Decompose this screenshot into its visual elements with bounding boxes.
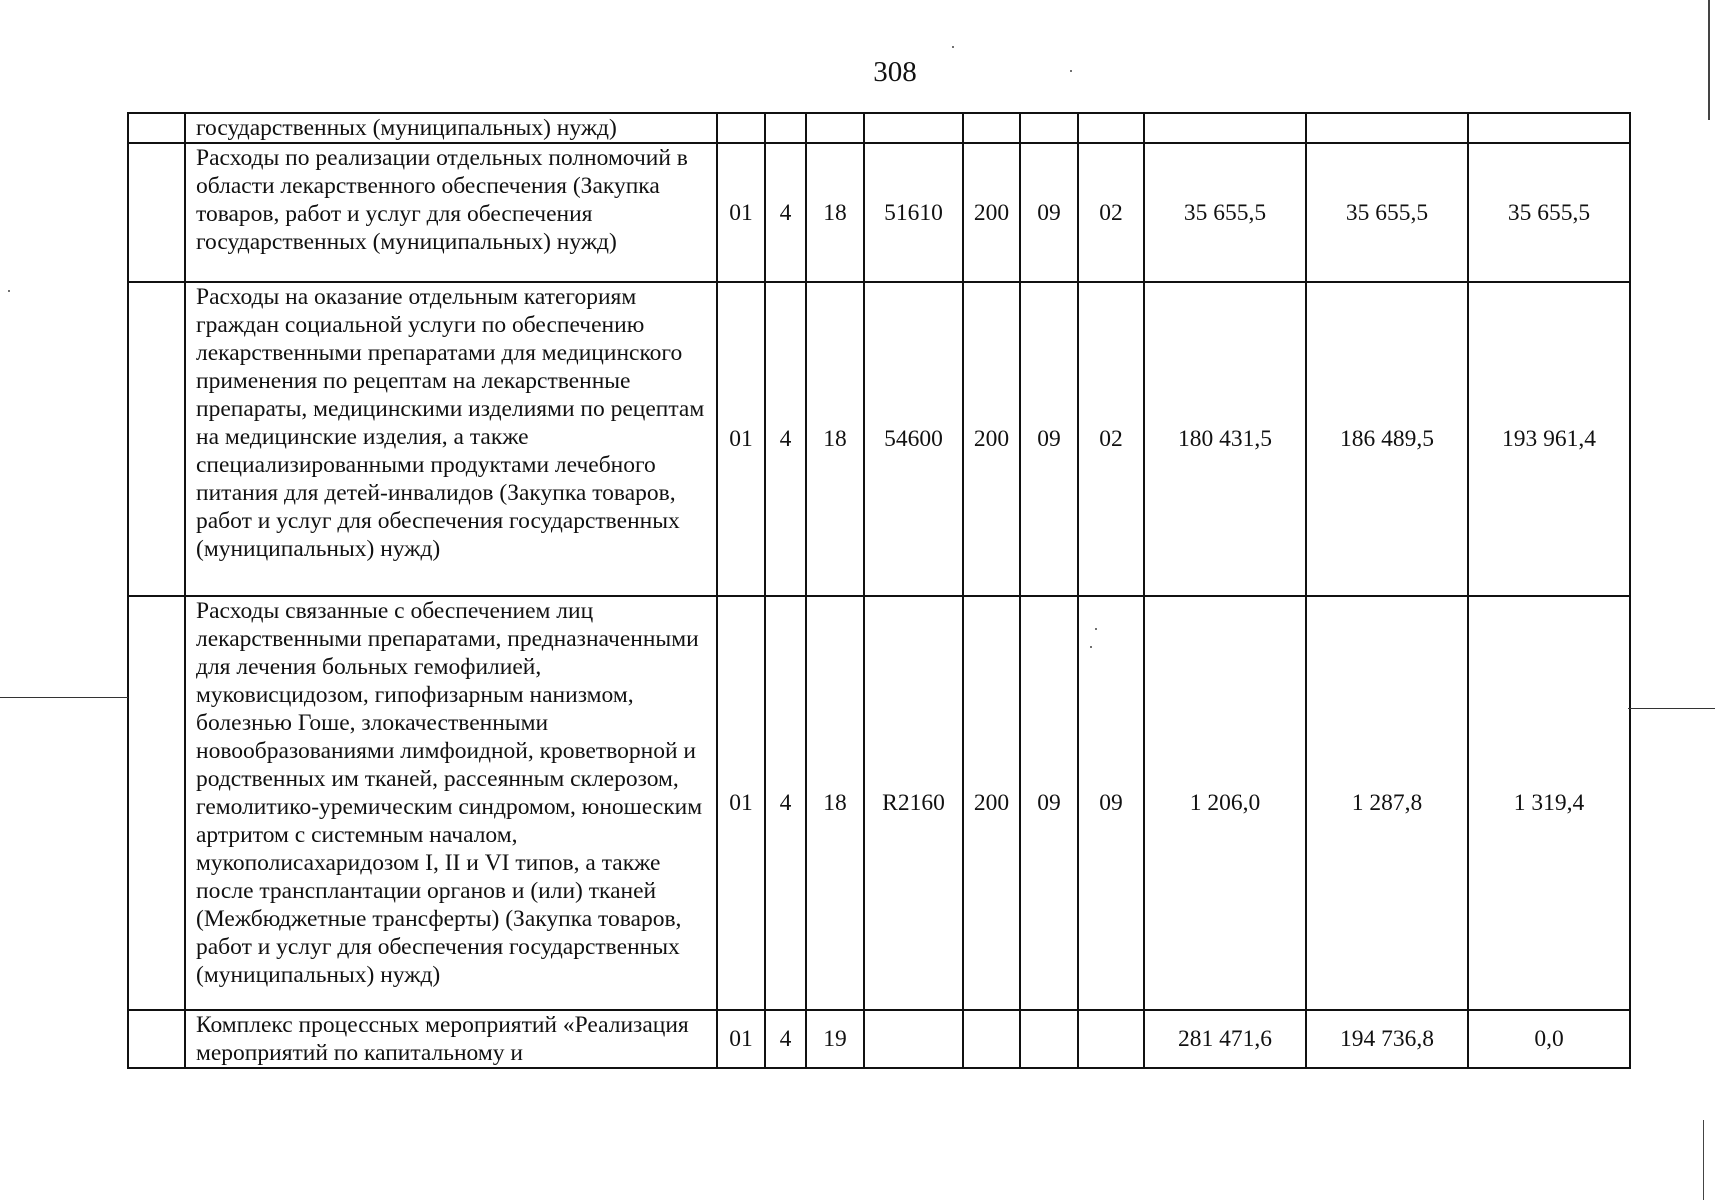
- code-cell-6: [1020, 113, 1078, 143]
- code-cell-5: [963, 1010, 1020, 1068]
- code-cell-4: R2160: [864, 596, 963, 1010]
- table-row: [128, 282, 1630, 596]
- code-cell-4: [864, 1010, 963, 1068]
- page-number: 308: [873, 56, 917, 88]
- budget-table: [127, 112, 1631, 1069]
- scan-edge-mark-top: [1708, 0, 1710, 120]
- amount-cell-2: [1306, 113, 1468, 143]
- row-index-cell: [128, 143, 185, 282]
- table-row: [128, 596, 1630, 1010]
- scan-fold-line-right: [1628, 708, 1715, 709]
- amount-cell-2: 186 489,5: [1306, 282, 1468, 596]
- row-index-cell: [128, 596, 185, 1010]
- description-cell: Расходы по реализации отдельных полномочий в области лекарственного обеспечения (Закупка товаров, работ и услуг для обеспечения государственных (муниципальных) нужд): [185, 143, 717, 282]
- amount-cell-3: 35 655,5: [1468, 143, 1630, 282]
- scan-speck: [1095, 628, 1097, 630]
- code-cell-5: 200: [963, 143, 1020, 282]
- code-cell-2: 4: [765, 143, 806, 282]
- row-index-cell: [128, 282, 185, 596]
- code-cell-1: [717, 113, 765, 143]
- code-cell-6: 09: [1020, 282, 1078, 596]
- amount-cell-3: 0,0: [1468, 1010, 1630, 1068]
- code-cell-4: 51610: [864, 143, 963, 282]
- amount-cell-1: 180 431,5: [1144, 282, 1306, 596]
- code-cell-3: 18: [806, 143, 864, 282]
- scan-speck: [952, 46, 954, 48]
- amount-cell-1: 35 655,5: [1144, 143, 1306, 282]
- code-cell-5: 200: [963, 596, 1020, 1010]
- description-cell: Расходы связанные с обеспечением лиц лекарственными препаратами, предназначенными для лечения больных гемофилией, муковисцидозом, гипофизарным нанизмом, болезнью Гоше, злокачественными новообразованиями лимфоидной, кроветворной и родственных им тканей, рассеянным склерозом, гемолитико-уремическим синдромом, юношеским артритом с системным началом, мукополисахаридозом I, II и VI типов, а также после трансплантации органов и (или) тканей (Межбюджетные трансферты) (Закупка товаров, работ и услуг для обеспечения государственных (муниципальных) нужд): [185, 596, 717, 1010]
- code-cell-7: 02: [1078, 143, 1144, 282]
- code-cell-4: 54600: [864, 282, 963, 596]
- code-cell-2: 4: [765, 1010, 806, 1068]
- code-cell-1: 01: [717, 282, 765, 596]
- amount-cell-1: 281 471,6: [1144, 1010, 1306, 1068]
- scan-fold-line-left: [0, 697, 128, 698]
- description-cell: государственных (муниципальных) нужд): [185, 113, 717, 143]
- code-cell-3: 18: [806, 282, 864, 596]
- row-index-cell: [128, 113, 185, 143]
- scan-speck: [8, 290, 10, 292]
- code-cell-6: 09: [1020, 143, 1078, 282]
- table-row: [128, 143, 1630, 282]
- code-cell-2: [765, 113, 806, 143]
- code-cell-2: 4: [765, 596, 806, 1010]
- code-cell-3: 19: [806, 1010, 864, 1068]
- code-cell-5: [963, 113, 1020, 143]
- code-cell-3: [806, 113, 864, 143]
- amount-cell-2: 1 287,8: [1306, 596, 1468, 1010]
- table-row: [128, 1010, 1630, 1068]
- code-cell-2: 4: [765, 282, 806, 596]
- code-cell-7: [1078, 113, 1144, 143]
- code-cell-7: 09: [1078, 596, 1144, 1010]
- scan-speck: [1090, 646, 1092, 648]
- table-row: [128, 113, 1630, 143]
- amount-cell-3: 1 319,4: [1468, 596, 1630, 1010]
- budget-table-wrapper: [127, 112, 1631, 1069]
- amount-cell-2: 35 655,5: [1306, 143, 1468, 282]
- code-cell-7: [1078, 1010, 1144, 1068]
- amount-cell-1: 1 206,0: [1144, 596, 1306, 1010]
- code-cell-7: 02: [1078, 282, 1144, 596]
- code-cell-5: 200: [963, 282, 1020, 596]
- code-cell-6: [1020, 1010, 1078, 1068]
- description-cell: Расходы на оказание отдельным категориям граждан социальной услуги по обеспечению лекарственными препаратами для медицинского применения по рецептам на лекарственные препараты, медицинскими изделиями по рецептам на медицинские изделия, а также специализированными продуктами лечебного питания для детей-инвалидов (Закупка товаров, работ и услуг для обеспечения государственных (муниципальных) нужд): [185, 282, 717, 596]
- code-cell-1: 01: [717, 596, 765, 1010]
- scan-edge-mark-bottom: [1703, 1120, 1704, 1200]
- description-cell: Комплекс процессных мероприятий «Реализация мероприятий по капитальному и: [185, 1010, 717, 1068]
- amount-cell-3: [1468, 113, 1630, 143]
- code-cell-4: [864, 113, 963, 143]
- row-index-cell: [128, 1010, 185, 1068]
- amount-cell-1: [1144, 113, 1306, 143]
- code-cell-1: 01: [717, 1010, 765, 1068]
- scan-speck: [1070, 70, 1072, 72]
- code-cell-1: 01: [717, 143, 765, 282]
- amount-cell-3: 193 961,4: [1468, 282, 1630, 596]
- code-cell-6: 09: [1020, 596, 1078, 1010]
- amount-cell-2: 194 736,8: [1306, 1010, 1468, 1068]
- code-cell-3: 18: [806, 596, 864, 1010]
